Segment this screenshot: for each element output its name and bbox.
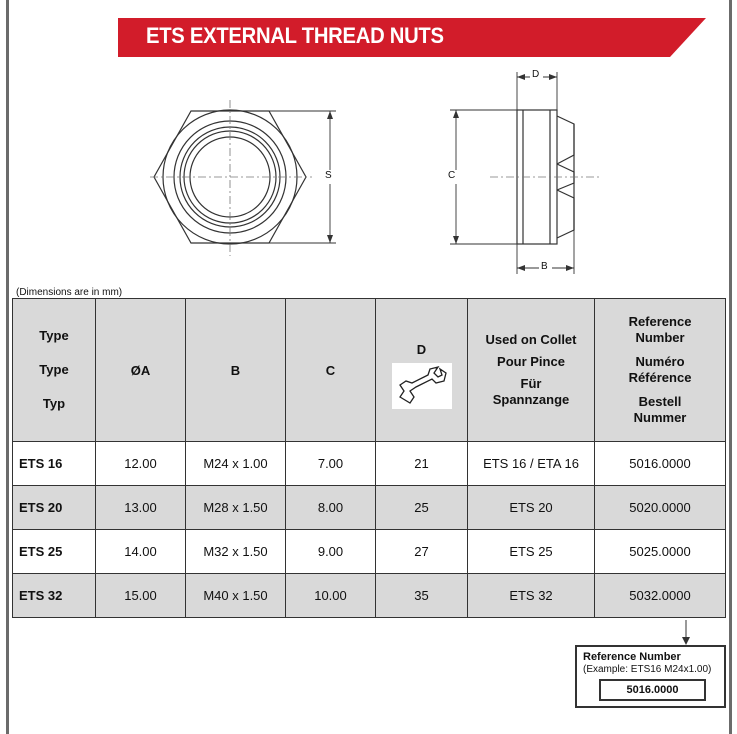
- reference-example-box: [575, 645, 726, 708]
- spec-table: [12, 298, 726, 618]
- wrench-icon: [392, 363, 452, 409]
- header-type: Type Type Typ: [13, 299, 96, 442]
- technical-drawing: [0, 60, 737, 285]
- table-header-row: [13, 299, 726, 442]
- reference-example-text: (Example: ETS16 M24x1.00): [583, 664, 712, 675]
- reference-example-value: 5016.0000: [599, 679, 706, 701]
- reference-example-title: Reference Number: [583, 651, 681, 663]
- table-row: ETS 16 12.00 M24 x 1.00 7.00 21 ETS 16 / ETA 16 5016.0000: [13, 442, 726, 486]
- dim-label-c: C: [448, 170, 456, 181]
- down-arrow-icon: [681, 620, 691, 646]
- dim-label-s: S: [325, 170, 332, 181]
- header-d: [376, 299, 468, 442]
- table-row: ETS 20 13.00 M28 x 1.50 8.00 25 ETS 20 5020.0000: [13, 486, 726, 530]
- header-collet: Used on Collet Pour Pince Für Spannzange: [468, 299, 595, 442]
- page-title: ETS EXTERNAL THREAD NUTS: [146, 23, 444, 48]
- dimensions-note: (Dimensions are in mm): [16, 287, 123, 298]
- header-b: B: [186, 299, 286, 442]
- header-a: ØA: [96, 299, 186, 442]
- dim-label-b: B: [541, 261, 548, 272]
- table-row: ETS 25 14.00 M32 x 1.50 9.00 27 ETS 25 5025.0000: [13, 530, 726, 574]
- dim-label-d: D: [532, 69, 540, 80]
- table-row: ETS 32 15.00 M40 x 1.50 10.00 35 ETS 32 5032.0000: [13, 574, 726, 618]
- header-c: C: [286, 299, 376, 442]
- header-d-label: D: [416, 341, 427, 357]
- header-reference: Reference Number Numéro Référence Bestell Nummer: [595, 299, 726, 442]
